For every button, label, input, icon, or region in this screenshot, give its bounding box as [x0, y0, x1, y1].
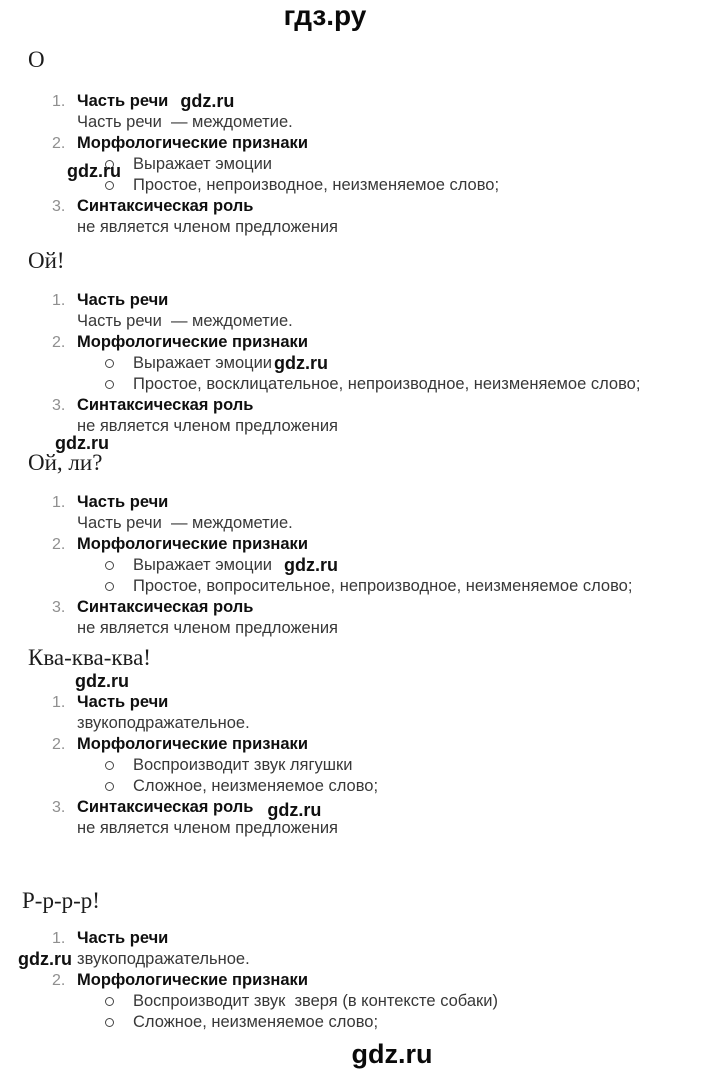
- morphology-bullet: Выражает эмоции gdz.ru: [52, 555, 692, 576]
- list-item: [52, 133, 692, 154]
- morphology-bullet: Простое, непроизводное, неизменяемое слово;: [52, 175, 692, 196]
- morphology-bullet: Простое, восклицательное, непроизводное, неизменяемое слово;: [52, 374, 692, 395]
- list-item: [52, 91, 692, 112]
- morphology-label: Морфологические признаки: [77, 735, 308, 753]
- word-heading: О: [28, 47, 45, 72]
- list-item: [52, 492, 692, 513]
- part-of-speech-value: звукоподражательное.: [77, 950, 250, 968]
- part-of-speech-label: Часть речи: [77, 493, 169, 511]
- list-item: [52, 692, 692, 713]
- morphology-label: Морфологические признаки: [77, 535, 308, 553]
- list-item: [52, 597, 692, 618]
- part-of-speech-label: Часть речи: [77, 929, 169, 947]
- syntax-value: не является членом предложения: [77, 417, 338, 435]
- list-number: 3.: [52, 599, 66, 616]
- bullet-icon: [105, 782, 114, 791]
- syntax-value: не является членом предложения: [77, 218, 338, 236]
- list-number: 3.: [52, 198, 66, 215]
- gdz-watermark: gdz.ru: [75, 671, 129, 691]
- gdz-watermark: gdz.ru: [18, 949, 72, 969]
- bullet-icon: [105, 582, 114, 591]
- gdz-watermark: gdz.ru: [180, 91, 235, 111]
- list-item: [52, 395, 692, 416]
- morphology-bullet: Сложное, неизменяемое слово;: [52, 776, 692, 797]
- list-number: 1.: [52, 694, 66, 711]
- part-of-speech-label: Часть речи: [77, 92, 169, 110]
- bullet-icon: [105, 380, 114, 389]
- morphology-bullet: Воспроизводит звук лягушки: [52, 755, 692, 776]
- site-footer-logo: gdz.ru: [351, 1039, 433, 1069]
- word-heading: Ква-ква-ква!: [28, 645, 151, 670]
- gdz-watermark: gdz.ru: [284, 555, 339, 575]
- list-item: [52, 332, 692, 353]
- syntax-label: Синтаксическая роль: [77, 396, 254, 414]
- list-item: [52, 196, 692, 217]
- part-of-speech-value: Часть речи — междометие.: [77, 514, 293, 532]
- list-number: 1.: [52, 292, 66, 309]
- syntax-value: не является членом предложения: [77, 619, 338, 637]
- list-number: 1.: [52, 930, 66, 947]
- part-of-speech-value: Часть речи — междометие.: [77, 312, 293, 330]
- list-item: [52, 734, 692, 755]
- list-number: 2.: [52, 972, 66, 989]
- list-number: 1.: [52, 93, 66, 110]
- morphology-bullet: Выражает эмоции: [52, 154, 692, 175]
- syntax-value: не является членом предложения: [77, 819, 338, 837]
- bullet-icon: [105, 359, 114, 368]
- list-number: 3.: [52, 799, 66, 816]
- analysis-list: [52, 692, 692, 839]
- list-number: 1.: [52, 494, 66, 511]
- word-heading: Ой!: [28, 248, 65, 273]
- list-number: 2.: [52, 536, 66, 553]
- morphology-bullet: Сложное, неизменяемое слово;: [52, 1012, 692, 1033]
- gdz-watermark: gdz.ru: [67, 161, 121, 181]
- analysis-list: [52, 91, 692, 238]
- gdz-watermark: gdz.ru: [274, 353, 329, 373]
- site-header-title: гдз.ру: [283, 0, 367, 31]
- part-of-speech-label: Часть речи: [77, 693, 169, 711]
- word-heading: Р-р-р-р!: [22, 888, 100, 913]
- morphology-label: Морфологические признаки: [77, 971, 308, 989]
- analysis-list: [18, 928, 692, 1033]
- part-of-speech-value: звукоподражательное.: [77, 714, 250, 732]
- list-item: [52, 970, 692, 991]
- bullet-icon: [105, 561, 114, 570]
- list-number: 2.: [52, 334, 66, 351]
- morphology-label: Морфологические признаки: [77, 134, 308, 152]
- morphology-bullet: Воспроизводит звук зверя (в контексте собаки): [52, 991, 692, 1012]
- morphology-bullet: Простое, вопросительное, непроизводное, неизменяемое слово;: [52, 576, 692, 597]
- syntax-label: Синтаксическая роль: [77, 197, 254, 215]
- list-number: 2.: [52, 736, 66, 753]
- gdz-watermark: gdz.ru: [267, 800, 322, 820]
- word-heading: Ой, ли?: [28, 450, 103, 475]
- list-item: [52, 797, 692, 818]
- bullet-icon: [105, 997, 114, 1006]
- bullet-icon: [105, 181, 114, 190]
- bullet-icon: [105, 761, 114, 770]
- syntax-label: Синтаксическая роль: [77, 798, 254, 816]
- morphology-label: Морфологические признаки: [77, 333, 308, 351]
- list-item: [52, 290, 692, 311]
- gdz-watermark: gdz.ru: [55, 433, 109, 453]
- part-of-speech-label: Часть речи: [77, 291, 169, 309]
- list-item: [52, 928, 692, 949]
- morphology-bullet: Выражает эмоции gdz.ru: [52, 353, 692, 374]
- list-number: 3.: [52, 397, 66, 414]
- analysis-list: [52, 492, 692, 639]
- bullet-icon: [105, 1018, 114, 1027]
- syntax-label: Синтаксическая роль: [77, 598, 254, 616]
- list-item: [52, 534, 692, 555]
- list-number: 2.: [52, 135, 66, 152]
- analysis-list: [52, 290, 692, 437]
- part-of-speech-value: Часть речи — междометие.: [77, 113, 293, 131]
